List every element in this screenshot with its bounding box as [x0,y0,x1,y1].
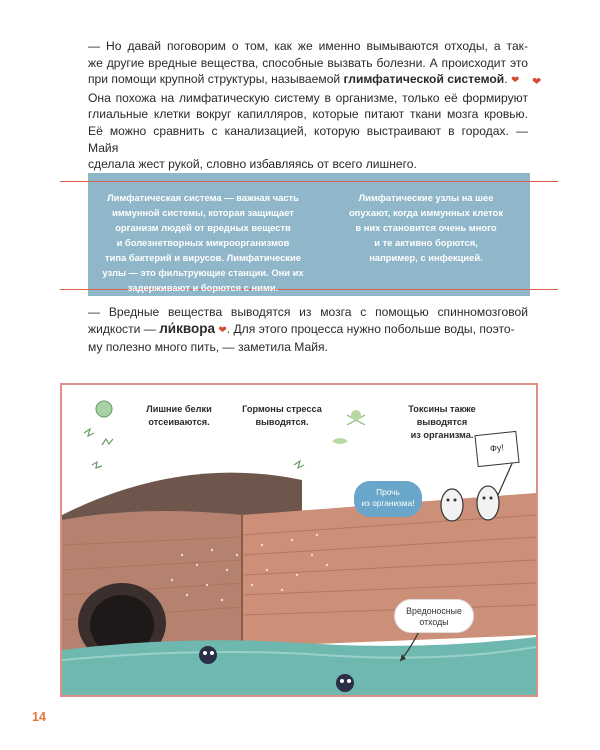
text-line: му полезно много пить, — заметила Майя. [88,340,328,355]
text-line: — Вредные вещества выводятся из мозга с помощью спинномозговой [88,305,528,319]
label-line: Токсины также [408,404,476,414]
page-number: 14 [32,710,46,724]
text-line: при помощи крупной структуры, называемой глимфатической системой. ❤ [88,72,520,87]
callout-right-text [328,190,524,265]
callout-line: узлы — это фильтрующие станции. Они их [102,267,304,278]
callout-line: Лимфатические узлы на шее [358,192,494,203]
callout-line: в них становится очень много [355,222,497,233]
liquor-term: ли́квора [159,320,215,336]
text-line: же другие вредные вещества, способные вызвать болезни. А происходит это [88,55,528,70]
heart-icon: ❤ [532,76,542,88]
label-line: выводятся. [255,417,309,427]
speech-line: Прочь [376,487,400,497]
hormones-label [232,403,332,429]
info-callout [88,173,530,296]
label-line: Гормоны стресса [242,404,322,414]
callout-line: и болезнетворных микроорганизмов [116,237,290,248]
label-line: отсеиваются. [148,417,210,427]
text-line: сделала жест рукой, словно избавляясь от всего лишнего. [88,157,417,172]
intro-paragraph [88,38,528,189]
callout-line: задерживают и борются с ними. [127,282,279,293]
label-line: Лишние белки [146,404,212,414]
text-fragment: . Для этого процесса нужно побольше воды, поэто- [226,321,515,336]
waste-label [394,599,474,633]
proteins-label [134,403,224,429]
text-line [88,321,528,340]
sewer-illustration [60,383,538,697]
label-line: отходы [419,617,449,627]
callout-line: и те активно борются, [374,237,478,248]
label-line: выводятся [416,417,468,427]
callout-line: иммунной системы, которая защищает [112,207,294,218]
callout-line: Лимфатическая система — важная часть [107,192,299,203]
callout-line: организм людей от вредных веществ [115,222,291,233]
text-fragment: жидкости — [88,321,160,336]
speech-bubble [354,481,422,517]
label-line: из организма. [410,430,474,440]
text-line: Её можно сравнить с канализацией, которую выстраивают в городах. — Майя [88,123,528,155]
text-line: Она похожа на лимфатическую систему в организме, только её формируют [88,90,528,105]
text-fragment: при помощи крупной структуры, называемой [88,72,344,87]
callout-line: например, с инфекцией. [369,252,483,263]
label-line: Вредоносные [406,606,462,616]
callout-left-text [98,190,308,295]
heart-icon: ❤ [510,75,520,87]
protest-sign: Фу! [474,431,519,467]
callout-line: типа бактерий и вирусов. Лимфатические [105,252,301,263]
text-line: — Но давай поговорим о том, как же именно вымываются отходы, а так- [88,39,528,53]
text-line: глиальные клетки вокруг капилляров, которые питают ткани мозга кровью. [88,107,528,122]
glymphatic-term: глимфатической системой [343,72,505,87]
speech-line: из организма! [361,498,415,508]
callout-line: опухают, когда иммунных клеток [348,207,504,218]
heart-icon: ❤ [218,324,227,336]
second-paragraph [88,304,528,356]
